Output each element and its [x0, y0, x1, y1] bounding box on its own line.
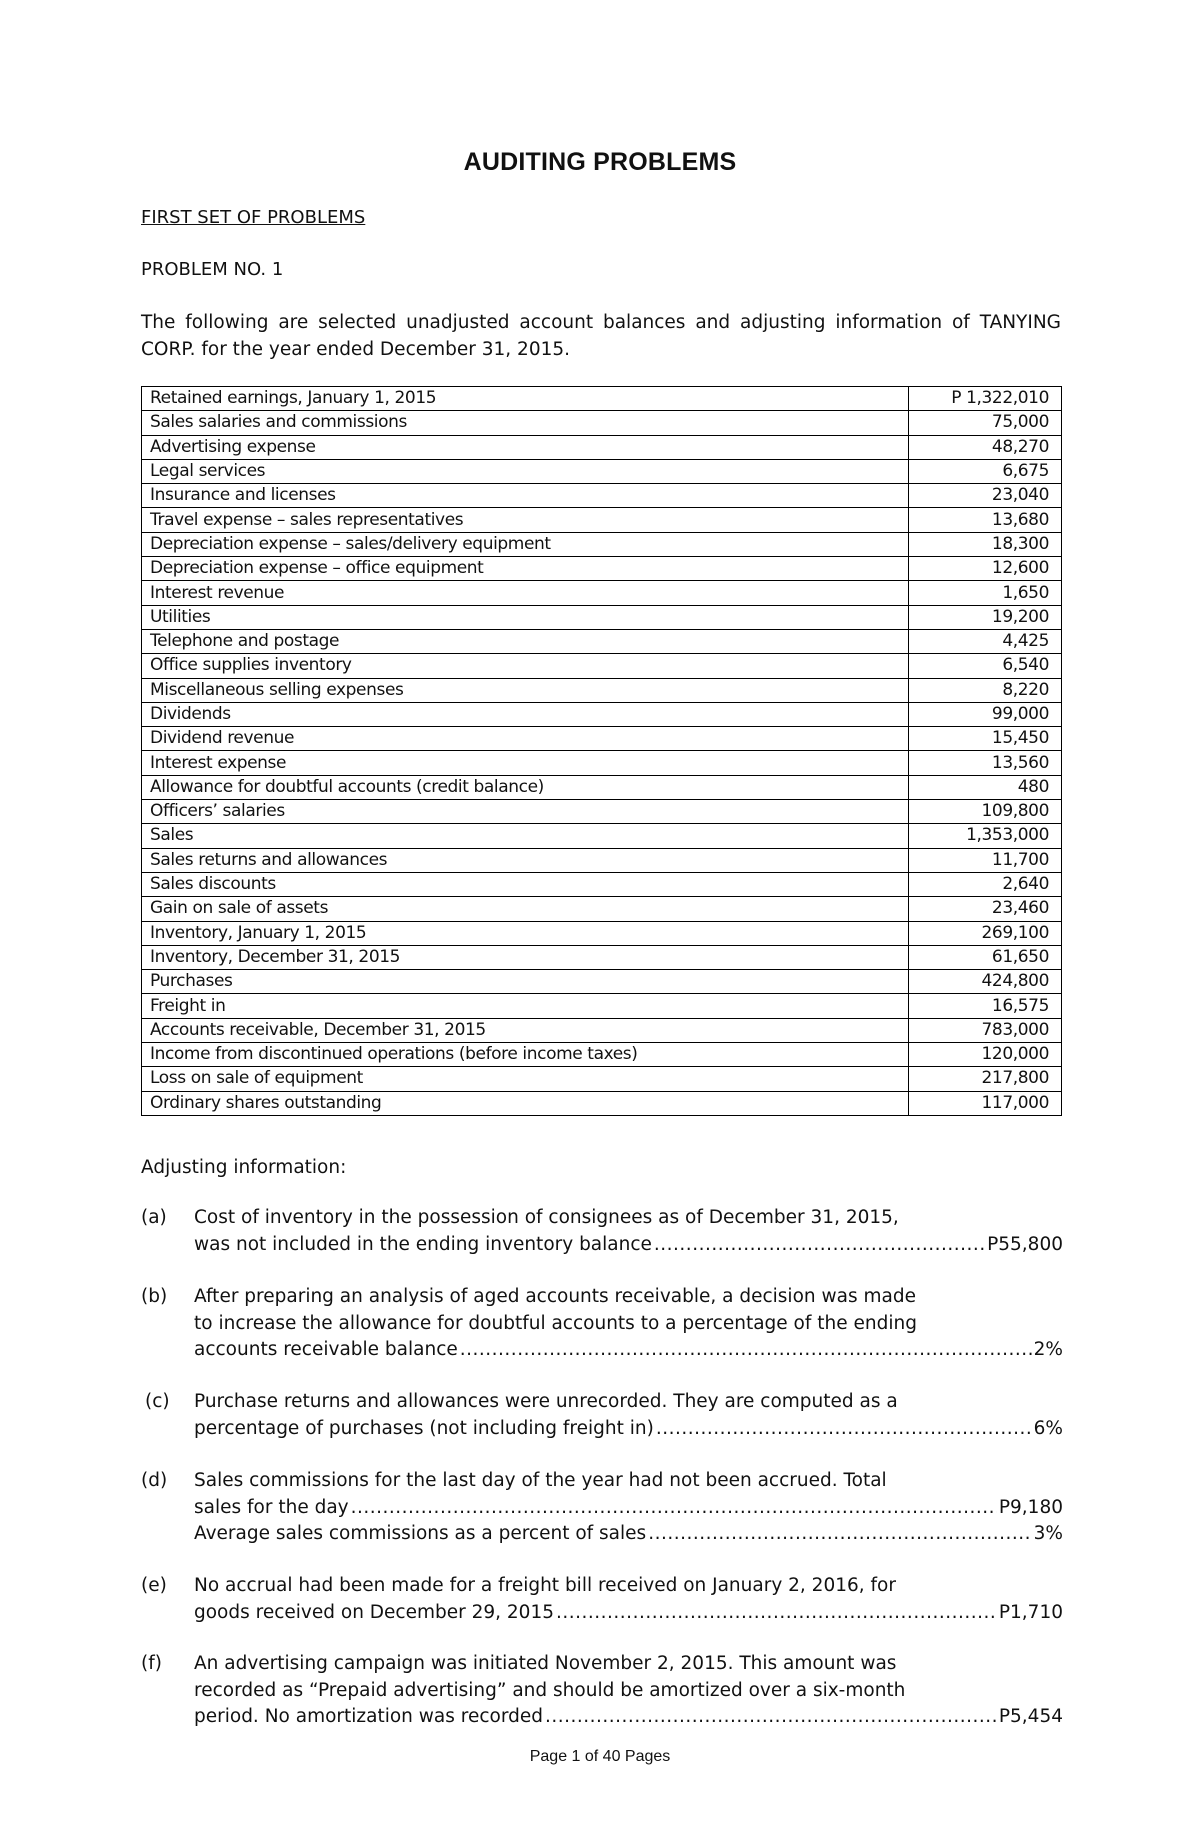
amount-cell: 23,460	[909, 897, 1062, 921]
account-name-cell: Insurance and licenses	[142, 484, 909, 508]
adjustment-value: 6%	[1033, 1417, 1063, 1439]
account-name-cell: Utilities	[142, 605, 909, 629]
amount-cell: 13,680	[909, 508, 1062, 532]
account-name-cell: Interest expense	[142, 751, 909, 775]
amount-cell: 6,675	[909, 459, 1062, 483]
amount-cell: 480	[909, 775, 1062, 799]
adjustment-text: No accrual had been made for a freight bill received on January 2, 2016, for	[194, 1575, 896, 1596]
table-row	[142, 824, 1062, 848]
problem-heading: PROBLEM NO. 1	[141, 259, 284, 280]
adjustment-value: 3%	[1033, 1523, 1063, 1544]
table-row	[142, 557, 1062, 581]
amount-cell: 424,800	[909, 970, 1062, 994]
dot-leader	[460, 1337, 1032, 1364]
account-name-cell: Advertising expense	[142, 435, 909, 459]
adjustment-value: 2%	[1033, 1339, 1063, 1360]
dot-leader	[648, 1521, 1031, 1548]
table-row	[142, 508, 1062, 532]
table-row	[142, 1018, 1062, 1042]
account-name-cell: Purchases	[142, 970, 909, 994]
dot-leader	[654, 1232, 985, 1259]
amount-cell: 99,000	[909, 702, 1062, 726]
adjustment-value: P1,710	[998, 1601, 1063, 1623]
adjustment-label: (b)	[141, 1286, 168, 1307]
table-row	[142, 727, 1062, 751]
amount-cell: 48,270	[909, 435, 1062, 459]
amount-cell: 109,800	[909, 800, 1062, 824]
adjustment-label: (e)	[141, 1575, 167, 1596]
intro-paragraph: The following are selected unadjusted account balances and adjusting information of TANYING CORP. for the year ended December 31, 2015.	[141, 312, 1061, 360]
table-row	[142, 435, 1062, 459]
account-name-cell: Interest revenue	[142, 581, 909, 605]
account-balances-table	[141, 386, 1062, 1116]
table-row	[142, 1043, 1062, 1067]
table-row	[142, 921, 1062, 945]
account-name-cell: Depreciation expense – office equipment	[142, 557, 909, 581]
account-name-cell: Legal services	[142, 459, 909, 483]
table-row	[142, 897, 1062, 921]
table-row	[142, 775, 1062, 799]
adjustment-label: (d)	[141, 1470, 168, 1491]
table-row	[142, 629, 1062, 653]
adjustment-text: accounts receivable balance	[194, 1339, 458, 1360]
account-name-cell: Accounts receivable, December 31, 2015	[142, 1018, 909, 1042]
table-row	[142, 1091, 1062, 1115]
table-row	[142, 411, 1062, 435]
table-row	[142, 751, 1062, 775]
amount-cell: 6,540	[909, 654, 1062, 678]
table-row	[142, 581, 1062, 605]
account-balances-body	[142, 387, 1062, 1116]
table-row	[142, 994, 1062, 1018]
adjustment-text: period. No amortization was recorded	[194, 1706, 543, 1727]
adjustment-text: Sales commissions for the last day of the year had not been accrued. Total	[194, 1470, 887, 1491]
amount-cell: 8,220	[909, 678, 1062, 702]
amount-cell: 269,100	[909, 921, 1062, 945]
dot-leader	[545, 1704, 997, 1731]
adjustment-value: P9,180	[998, 1496, 1063, 1518]
amount-cell: 15,450	[909, 727, 1062, 751]
table-row	[142, 605, 1062, 629]
table-row	[142, 1067, 1062, 1091]
account-name-cell: Dividend revenue	[142, 727, 909, 751]
account-name-cell: Freight in	[142, 994, 909, 1018]
page-footer: Page 1 of 40 Pages	[529, 1748, 671, 1765]
adjustment-label: (c)	[145, 1391, 170, 1412]
account-name-cell: Inventory, December 31, 2015	[142, 945, 909, 969]
table-row	[142, 387, 1062, 411]
table-row	[142, 654, 1062, 678]
table-row	[142, 800, 1062, 824]
table-row	[142, 484, 1062, 508]
amount-cell: 4,425	[909, 629, 1062, 653]
account-name-cell: Ordinary shares outstanding	[142, 1091, 909, 1115]
amount-cell: 19,200	[909, 605, 1062, 629]
adjustment-label: (a)	[141, 1207, 167, 1228]
amount-cell: P 1,322,010	[909, 387, 1062, 411]
account-name-cell: Sales	[142, 824, 909, 848]
table-row	[142, 459, 1062, 483]
dot-leader	[556, 1600, 997, 1627]
amount-cell: 18,300	[909, 532, 1062, 556]
amount-cell: 11,700	[909, 848, 1062, 872]
account-name-cell: Inventory, January 1, 2015	[142, 921, 909, 945]
adjustment-text: After preparing an analysis of aged accounts receivable, a decision was made	[194, 1286, 916, 1307]
table-row	[142, 945, 1062, 969]
account-name-cell: Depreciation expense – sales/delivery equipment	[142, 532, 909, 556]
adjustment-text: percentage of purchases (not including freight in)	[194, 1417, 654, 1439]
amount-cell: 23,040	[909, 484, 1062, 508]
amount-cell: 75,000	[909, 411, 1062, 435]
account-name-cell: Telephone and postage	[142, 629, 909, 653]
account-name-cell: Retained earnings, January 1, 2015	[142, 387, 909, 411]
amount-cell: 783,000	[909, 1018, 1062, 1042]
table-row	[142, 872, 1062, 896]
account-name-cell: Dividends	[142, 702, 909, 726]
adjustment-text: Average sales commissions as a percent of sales	[194, 1523, 647, 1544]
adjustment-text: An advertising campaign was initiated November 2, 2015. This amount was	[194, 1653, 897, 1674]
adjusting-heading: Adjusting information:	[141, 1157, 347, 1178]
table-row	[142, 848, 1062, 872]
amount-cell: 13,560	[909, 751, 1062, 775]
amount-cell: 117,000	[909, 1091, 1062, 1115]
account-name-cell: Miscellaneous selling expenses	[142, 678, 909, 702]
amount-cell: 12,600	[909, 557, 1062, 581]
adjustment-text: goods received on December 29, 2015	[194, 1601, 554, 1623]
account-name-cell: Gain on sale of assets	[142, 897, 909, 921]
amount-cell: 2,640	[909, 872, 1062, 896]
account-name-cell: Officers’ salaries	[142, 800, 909, 824]
dot-leader	[351, 1495, 997, 1522]
adjustment-text: Purchase returns and allowances were unrecorded. They are computed as a	[194, 1391, 898, 1412]
amount-cell: 16,575	[909, 994, 1062, 1018]
account-name-cell: Sales returns and allowances	[142, 848, 909, 872]
table-row	[142, 970, 1062, 994]
account-name-cell: Travel expense – sales representatives	[142, 508, 909, 532]
table-row	[142, 702, 1062, 726]
account-name-cell: Sales salaries and commissions	[142, 411, 909, 435]
amount-cell: 120,000	[909, 1043, 1062, 1067]
adjustment-text: was not included in the ending inventory balance	[194, 1233, 652, 1255]
amount-cell: 61,650	[909, 945, 1062, 969]
account-name-cell: Allowance for doubtful accounts (credit balance)	[142, 775, 909, 799]
account-name-cell: Office supplies inventory	[142, 654, 909, 678]
adjustment-text: Cost of inventory in the possession of consignees as of December 31, 2015,	[194, 1207, 899, 1228]
set-heading: FIRST SET OF PROBLEMS	[141, 207, 366, 228]
account-name-cell: Sales discounts	[142, 872, 909, 896]
account-name-cell: Loss on sale of equipment	[142, 1067, 909, 1091]
adjustment-value: P5,454	[998, 1706, 1063, 1727]
adjustment-value: P55,800	[987, 1233, 1063, 1255]
account-name-cell: Income from discontinued operations (before income taxes)	[142, 1043, 909, 1067]
adjustment-text: to increase the allowance for doubtful accounts to a percentage of the ending	[194, 1312, 917, 1334]
page-title: AUDITING PROBLEMS	[463, 148, 737, 176]
table-row	[142, 532, 1062, 556]
dot-leader	[656, 1416, 1032, 1443]
adjustment-text: sales for the day	[194, 1496, 349, 1518]
adjustment-text: recorded as “Prepaid advertising” and should be amortized over a six-month	[194, 1679, 906, 1701]
adjustment-label: (f)	[141, 1653, 162, 1674]
amount-cell: 1,353,000	[909, 824, 1062, 848]
amount-cell: 1,650	[909, 581, 1062, 605]
table-row	[142, 678, 1062, 702]
amount-cell: 217,800	[909, 1067, 1062, 1091]
